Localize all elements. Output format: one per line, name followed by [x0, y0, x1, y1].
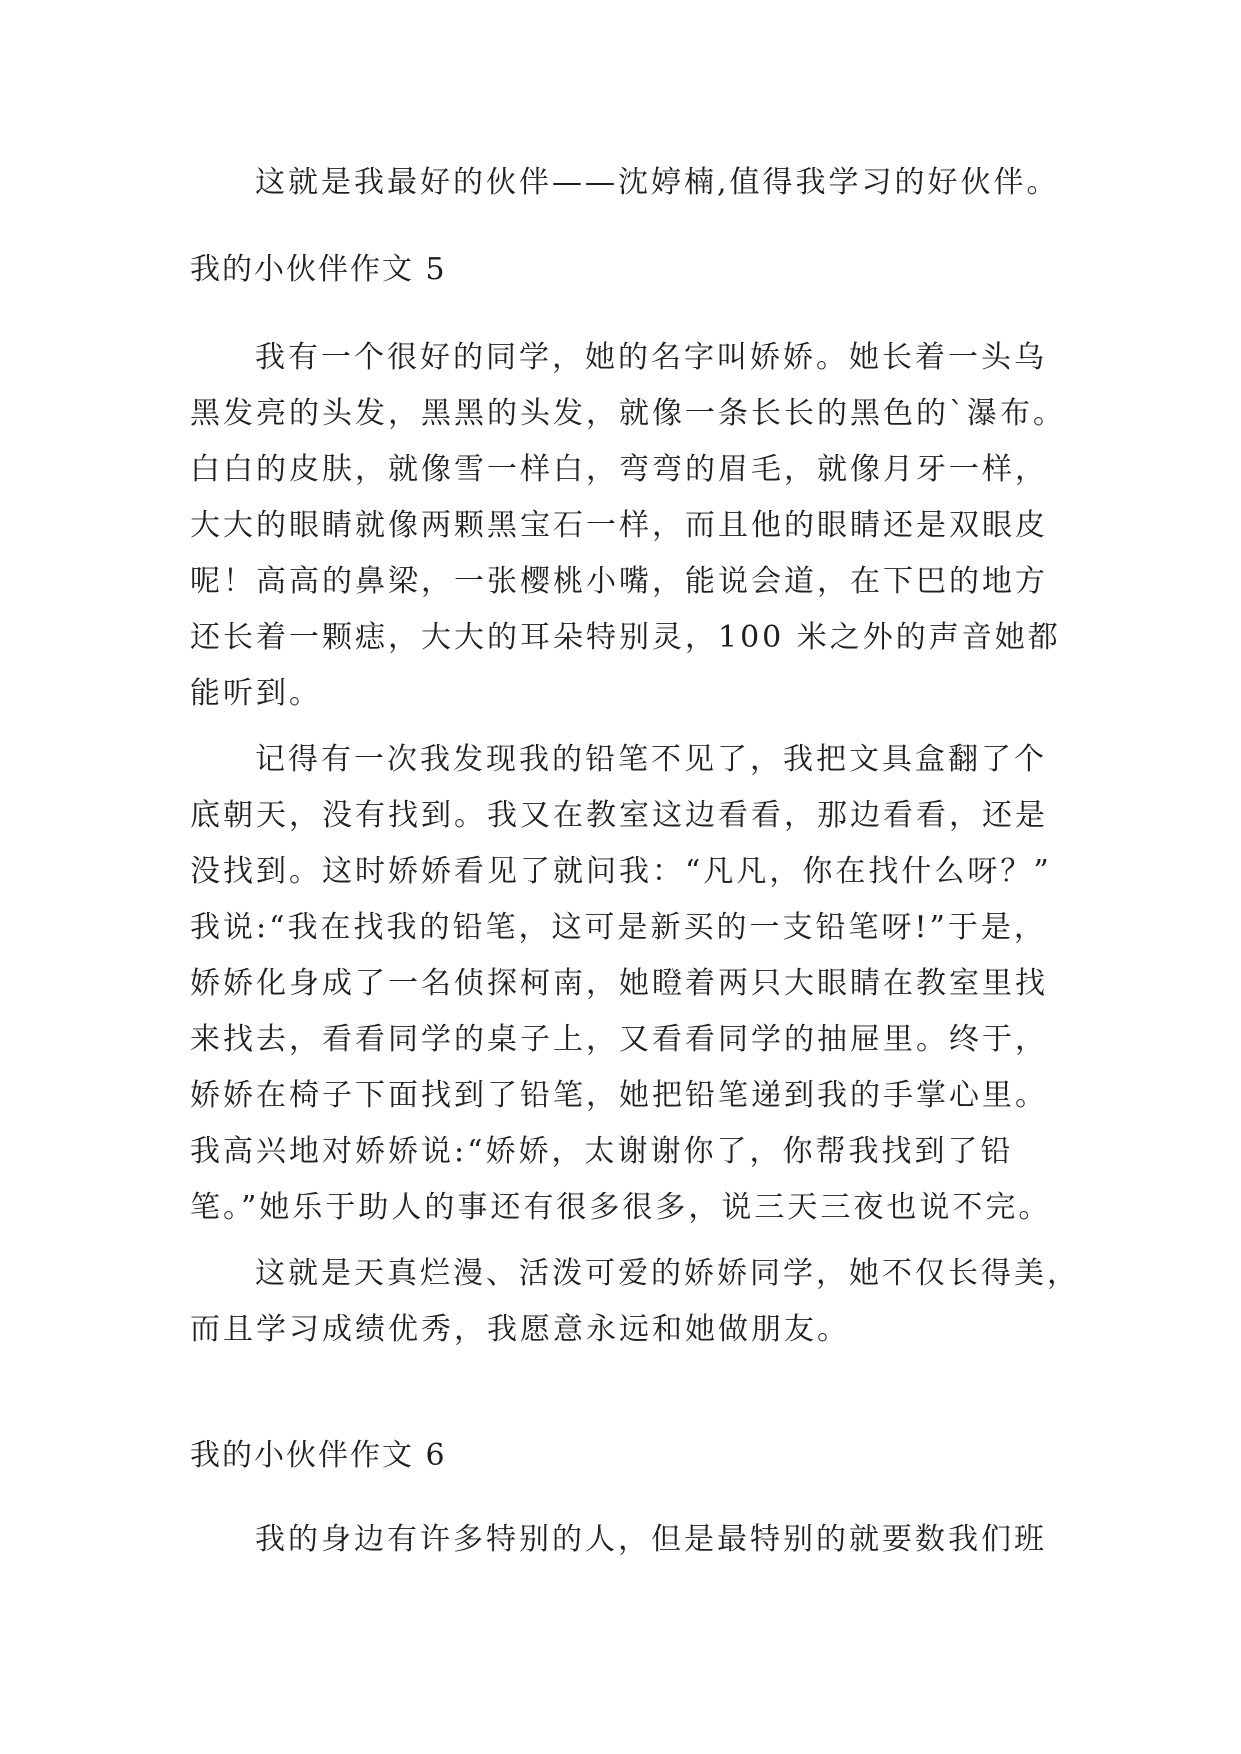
paragraph-line: 这就是天真烂漫、活泼可爱的娇娇同学，她不仅长得美，	[255, 1256, 1080, 1291]
essay-heading: 我的小伙伴作文 5	[190, 252, 447, 287]
paragraph-line: 而且学习成绩优秀，我愿意永远和她做朋友。	[190, 1312, 850, 1347]
paragraph-line: 这就是我最好的伙伴——沈婷楠,值得我学习的好伙伴。	[255, 165, 1060, 200]
paragraph-line: 我高兴地对娇娇说:“娇娇，太谢谢你了，你帮我找到了铅	[190, 1134, 1014, 1169]
paragraph-line: 大大的眼睛就像两颗黑宝石一样，而且他的眼睛还是双眼皮	[190, 508, 1048, 543]
paragraph-line: 我有一个很好的同学，她的名字叫娇娇。她长着一头乌	[255, 340, 1047, 375]
paragraph-line: 娇娇在椅子下面找到了铅笔，她把铅笔递到我的手掌心里。	[190, 1078, 1048, 1113]
paragraph-line: 来找去，看看同学的桌子上，又看看同学的抽屉里。终于，	[190, 1022, 1048, 1057]
paragraph-line: 没找到。这时娇娇看见了就问我：“凡凡，你在找什么呀？”	[190, 854, 1052, 889]
paragraph-line: 能听到。	[190, 676, 322, 711]
paragraph-line: 白白的皮肤，就像雪一样白，弯弯的眉毛，就像月牙一样，	[190, 452, 1048, 487]
paragraph-line: 底朝天，没有找到。我又在教室这边看看，那边看看，还是	[190, 798, 1048, 833]
essay-heading: 我的小伙伴作文 6	[190, 1438, 447, 1473]
paragraph-line: 我的身边有许多特别的人，但是最特别的就要数我们班	[255, 1522, 1047, 1557]
paragraph-line: 笔。”她乐于助人的事还有很多很多，说三天三夜也说不完。	[190, 1190, 1052, 1225]
paragraph-line: 呢！高高的鼻梁，一张樱桃小嘴，能说会道，在下巴的地方	[190, 564, 1048, 599]
paragraph-line: 黑发亮的头发，黑黑的头发，就像一条长长的黑色的`瀑布。	[190, 396, 1066, 431]
paragraph-line: 记得有一次我发现我的铅笔不见了，我把文具盒翻了个	[255, 742, 1047, 777]
paragraph-line: 我说:“我在找我的铅笔，这可是新买的一支铅笔呀!”于是，	[190, 910, 1047, 945]
paragraph-line: 还长着一颗痣，大大的耳朵特别灵，100 米之外的声音她都	[190, 620, 1061, 655]
paragraph-line: 娇娇化身成了一名侦探柯南，她瞪着两只大眼睛在教室里找	[190, 966, 1048, 1001]
